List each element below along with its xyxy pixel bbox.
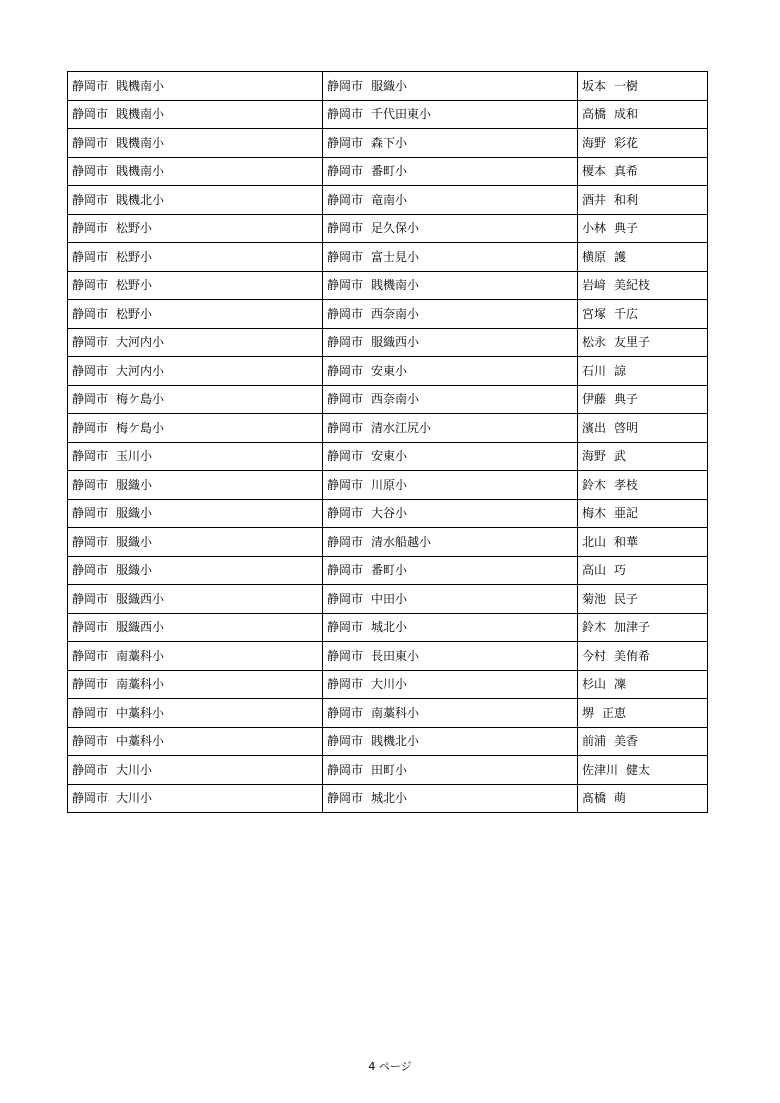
to-school-cell: [323, 72, 578, 101]
city: 静岡市: [327, 677, 364, 692]
school: 大川小: [371, 677, 408, 692]
city: 静岡市: [327, 107, 364, 122]
city: 静岡市: [327, 278, 364, 293]
to-school-cell: [323, 699, 578, 728]
from-school-cell: [68, 642, 323, 671]
first-name: 典子: [614, 221, 639, 236]
to-school-cell: [323, 300, 578, 329]
last-name: 石川: [582, 363, 607, 378]
name-cell: [578, 271, 708, 300]
from-school-cell: [68, 727, 323, 756]
city: 静岡市: [72, 677, 109, 692]
last-name: 髙橋: [582, 791, 607, 806]
city: 静岡市: [327, 591, 364, 606]
school: 清水江尻小: [371, 420, 432, 435]
to-school-cell: [323, 556, 578, 585]
table-row: [68, 585, 708, 614]
to-school-cell: [323, 357, 578, 386]
school: 足久保小: [371, 221, 420, 236]
table-row: [68, 471, 708, 500]
transfer-table-body: [68, 72, 708, 813]
city: 静岡市: [327, 335, 364, 350]
from-school-cell: [68, 300, 323, 329]
first-name: 真希: [614, 164, 639, 179]
school: 城北小: [371, 620, 408, 635]
city: 静岡市: [327, 221, 364, 236]
to-school-cell: [323, 471, 578, 500]
school: 田町小: [371, 762, 408, 777]
first-name: 美紀枝: [614, 278, 651, 293]
school: 長田東小: [371, 648, 420, 663]
name-cell: [578, 499, 708, 528]
city: 静岡市: [72, 335, 109, 350]
first-name: 和利: [614, 192, 639, 207]
city: 静岡市: [72, 420, 109, 435]
school: 竜南小: [371, 192, 408, 207]
name-cell: [578, 129, 708, 158]
school: 賎機南小: [116, 78, 165, 93]
school: 服織西小: [116, 591, 165, 606]
school: 安東小: [371, 449, 408, 464]
first-name: 加津子: [614, 620, 651, 635]
name-cell: [578, 385, 708, 414]
school: 服織小: [116, 534, 153, 549]
name-cell: [578, 642, 708, 671]
first-name: 美香: [614, 734, 639, 749]
last-name: 伊藤: [582, 392, 607, 407]
table-row: [68, 727, 708, 756]
last-name: 鈴木: [582, 620, 607, 635]
school: 城北小: [371, 791, 408, 806]
school: 安東小: [371, 363, 408, 378]
name-cell: [578, 300, 708, 329]
city: 静岡市: [72, 278, 109, 293]
name-cell: [578, 784, 708, 813]
last-name: 北山: [582, 534, 607, 549]
to-school-cell: [323, 528, 578, 557]
to-school-cell: [323, 186, 578, 215]
city: 静岡市: [72, 107, 109, 122]
school: 賎機南小: [116, 164, 165, 179]
from-school-cell: [68, 585, 323, 614]
city: 静岡市: [72, 164, 109, 179]
city: 静岡市: [327, 705, 364, 720]
city: 静岡市: [72, 506, 109, 521]
last-name: 梅木: [582, 506, 607, 521]
from-school-cell: [68, 328, 323, 357]
table-row: [68, 528, 708, 557]
table-row: [68, 756, 708, 785]
table-row: [68, 414, 708, 443]
school: 服織西小: [371, 335, 420, 350]
from-school-cell: [68, 129, 323, 158]
city: 静岡市: [72, 762, 109, 777]
from-school-cell: [68, 157, 323, 186]
last-name: 海野: [582, 135, 607, 150]
last-name: 小林: [582, 221, 607, 236]
from-school-cell: [68, 442, 323, 471]
school: 服織小: [116, 477, 153, 492]
from-school-cell: [68, 556, 323, 585]
city: 静岡市: [72, 591, 109, 606]
from-school-cell: [68, 471, 323, 500]
school: 賎機北小: [371, 734, 420, 749]
school: 服織西小: [116, 620, 165, 635]
city: 静岡市: [327, 620, 364, 635]
name-cell: [578, 186, 708, 215]
last-name: 松永: [582, 335, 607, 350]
city: 静岡市: [72, 734, 109, 749]
city: 静岡市: [327, 734, 364, 749]
from-school-cell: [68, 271, 323, 300]
last-name: 海野: [582, 449, 607, 464]
first-name: 彩花: [614, 135, 639, 150]
first-name: 亜記: [614, 506, 639, 521]
last-name: 佐津川: [582, 762, 619, 777]
last-name: 前浦: [582, 734, 607, 749]
first-name: 諒: [614, 363, 627, 378]
to-school-cell: [323, 499, 578, 528]
city: 静岡市: [72, 705, 109, 720]
city: 静岡市: [327, 791, 364, 806]
city: 静岡市: [72, 363, 109, 378]
to-school-cell: [323, 784, 578, 813]
table-row: [68, 271, 708, 300]
city: 静岡市: [327, 135, 364, 150]
from-school-cell: [68, 243, 323, 272]
school: 服織小: [116, 563, 153, 578]
school: 賎機南小: [116, 135, 165, 150]
school: 梅ケ島小: [116, 392, 165, 407]
school: 玉川小: [116, 449, 153, 464]
from-school-cell: [68, 784, 323, 813]
to-school-cell: [323, 385, 578, 414]
school: 服織小: [116, 506, 153, 521]
last-name: 高橋: [582, 107, 607, 122]
school: 富士見小: [371, 249, 420, 264]
school: 中藁科小: [116, 705, 165, 720]
name-cell: [578, 556, 708, 585]
city: 静岡市: [72, 534, 109, 549]
table-row: [68, 699, 708, 728]
to-school-cell: [323, 243, 578, 272]
city: 静岡市: [327, 78, 364, 93]
school: 南藁科小: [116, 648, 165, 663]
last-name: 高山: [582, 563, 607, 578]
last-name: 坂本: [582, 78, 607, 93]
to-school-cell: [323, 100, 578, 129]
city: 静岡市: [327, 506, 364, 521]
table-row: [68, 784, 708, 813]
name-cell: [578, 613, 708, 642]
name-cell: [578, 727, 708, 756]
school: 番町小: [371, 563, 408, 578]
to-school-cell: [323, 414, 578, 443]
city: 静岡市: [72, 392, 109, 407]
name-cell: [578, 328, 708, 357]
school: 松野小: [116, 278, 153, 293]
school: 松野小: [116, 249, 153, 264]
city: 静岡市: [327, 164, 364, 179]
city: 静岡市: [327, 420, 364, 435]
from-school-cell: [68, 613, 323, 642]
city: 静岡市: [72, 449, 109, 464]
first-name: 健太: [626, 762, 651, 777]
table-row: [68, 499, 708, 528]
first-name: 凜: [614, 677, 627, 692]
first-name: 和華: [614, 534, 639, 549]
from-school-cell: [68, 699, 323, 728]
city: 静岡市: [72, 563, 109, 578]
school: 賎機南小: [116, 107, 165, 122]
table-row: [68, 100, 708, 129]
city: 静岡市: [72, 221, 109, 236]
school: 梅ケ島小: [116, 420, 165, 435]
table-row: [68, 328, 708, 357]
school: 服織小: [371, 78, 408, 93]
school: 大川小: [116, 791, 153, 806]
school: 西奈南小: [371, 306, 420, 321]
city: 静岡市: [327, 477, 364, 492]
school: 賎機北小: [116, 192, 165, 207]
name-cell: [578, 72, 708, 101]
name-cell: [578, 670, 708, 699]
first-name: 成和: [614, 107, 639, 122]
first-name: 千広: [614, 306, 639, 321]
name-cell: [578, 243, 708, 272]
city: 静岡市: [72, 78, 109, 93]
table-row: [68, 214, 708, 243]
name-cell: [578, 471, 708, 500]
first-name: 孝枝: [614, 477, 639, 492]
school: 大河内小: [116, 363, 165, 378]
city: 静岡市: [327, 762, 364, 777]
name-cell: [578, 214, 708, 243]
school: 森下小: [371, 135, 408, 150]
school: 賎機南小: [371, 278, 420, 293]
table-row: [68, 556, 708, 585]
from-school-cell: [68, 100, 323, 129]
table-row: [68, 72, 708, 101]
school: 清水船越小: [371, 534, 432, 549]
from-school-cell: [68, 385, 323, 414]
city: 静岡市: [327, 449, 364, 464]
name-cell: [578, 699, 708, 728]
to-school-cell: [323, 328, 578, 357]
name-cell: [578, 100, 708, 129]
first-name: 巧: [614, 563, 627, 578]
first-name: 民子: [614, 591, 639, 606]
school: 中田小: [371, 591, 408, 606]
first-name: 武: [614, 449, 627, 464]
school: 千代田東小: [371, 107, 432, 122]
city: 静岡市: [72, 620, 109, 635]
name-cell: [578, 157, 708, 186]
to-school-cell: [323, 271, 578, 300]
to-school-cell: [323, 642, 578, 671]
city: 静岡市: [72, 477, 109, 492]
last-name: 濱出: [582, 420, 607, 435]
school: 大川小: [116, 762, 153, 777]
name-cell: [578, 357, 708, 386]
to-school-cell: [323, 670, 578, 699]
city: 静岡市: [72, 306, 109, 321]
city: 静岡市: [327, 648, 364, 663]
last-name: 横原: [582, 249, 607, 264]
city: 静岡市: [327, 306, 364, 321]
last-name: 宮塚: [582, 306, 607, 321]
first-name: 啓明: [614, 420, 639, 435]
city: 静岡市: [327, 192, 364, 207]
table-row: [68, 442, 708, 471]
from-school-cell: [68, 499, 323, 528]
school: 松野小: [116, 221, 153, 236]
transfer-table: [67, 71, 708, 813]
school: 大谷小: [371, 506, 408, 521]
school: 大河内小: [116, 335, 165, 350]
table-row: [68, 613, 708, 642]
name-cell: [578, 414, 708, 443]
from-school-cell: [68, 214, 323, 243]
first-name: 護: [614, 249, 627, 264]
from-school-cell: [68, 670, 323, 699]
first-name: 萌: [614, 791, 627, 806]
city: 静岡市: [327, 249, 364, 264]
from-school-cell: [68, 414, 323, 443]
from-school-cell: [68, 72, 323, 101]
from-school-cell: [68, 357, 323, 386]
city: 静岡市: [72, 192, 109, 207]
city: 静岡市: [72, 135, 109, 150]
to-school-cell: [323, 442, 578, 471]
school: 西奈南小: [371, 392, 420, 407]
to-school-cell: [323, 585, 578, 614]
table-row: [68, 357, 708, 386]
to-school-cell: [323, 214, 578, 243]
city: 静岡市: [72, 791, 109, 806]
table-row: [68, 670, 708, 699]
table-row: [68, 243, 708, 272]
table-row: [68, 300, 708, 329]
city: 静岡市: [327, 534, 364, 549]
table-row: [68, 129, 708, 158]
first-name: 一樹: [614, 78, 639, 93]
name-cell: [578, 585, 708, 614]
table-row: [68, 157, 708, 186]
city: 静岡市: [72, 648, 109, 663]
page-number: 4 ページ: [368, 1060, 412, 1073]
last-name: 岩﨑: [582, 278, 607, 293]
table-row: [68, 186, 708, 215]
to-school-cell: [323, 157, 578, 186]
first-name: 正恵: [602, 705, 627, 720]
city: 静岡市: [72, 249, 109, 264]
city: 静岡市: [327, 363, 364, 378]
last-name: 酒井: [582, 192, 607, 207]
last-name: 杉山: [582, 677, 607, 692]
school: 南藁科小: [371, 705, 420, 720]
table-row: [68, 642, 708, 671]
name-cell: [578, 528, 708, 557]
first-name: 典子: [614, 392, 639, 407]
last-name: 菊池: [582, 591, 607, 606]
school: 中藁科小: [116, 734, 165, 749]
to-school-cell: [323, 756, 578, 785]
last-name: 鈴木: [582, 477, 607, 492]
school: 番町小: [371, 164, 408, 179]
name-cell: [578, 442, 708, 471]
first-name: 美侑希: [614, 648, 651, 663]
first-name: 友里子: [614, 335, 651, 350]
table-row: [68, 385, 708, 414]
from-school-cell: [68, 528, 323, 557]
school: 南藁科小: [116, 677, 165, 692]
last-name: 今村: [582, 648, 607, 663]
city: 静岡市: [327, 563, 364, 578]
last-name: 榎本: [582, 164, 607, 179]
to-school-cell: [323, 613, 578, 642]
school: 松野小: [116, 306, 153, 321]
city: 静岡市: [327, 392, 364, 407]
last-name: 堺: [582, 705, 595, 720]
from-school-cell: [68, 186, 323, 215]
to-school-cell: [323, 727, 578, 756]
school: 川原小: [371, 477, 408, 492]
to-school-cell: [323, 129, 578, 158]
from-school-cell: [68, 756, 323, 785]
name-cell: [578, 756, 708, 785]
